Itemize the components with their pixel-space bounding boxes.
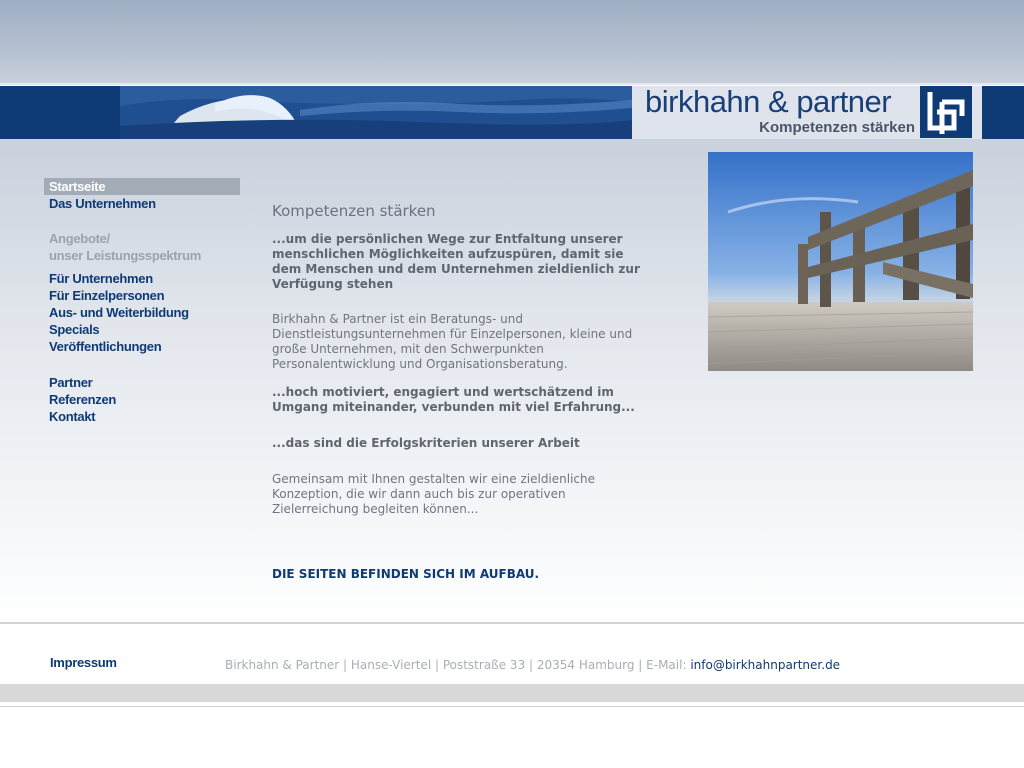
nav-item-referenzen[interactable]: Referenzen	[49, 392, 117, 407]
nav-item-fuer-unternehmen[interactable]: Für Unternehmen	[49, 271, 153, 286]
nav-group-angebote	[44, 230, 240, 264]
body-text-1: Birkhahn & Partner ist ein Beratungs- und Dienstleistungsunternehmen für Einzelpersonen, kleine und große Unternehmen, mit den Schwerpunkten Personalentwicklung und Organisationsberatung.	[272, 312, 633, 371]
nav-item-partner[interactable]: Partner	[49, 375, 93, 390]
ocean-wave-image	[120, 86, 632, 139]
body-text-2: Gemeinsam mit Ihnen gestalten wir eine zieldienliche Konzeption, die wir dann auch bis zur operativen Zielerreichung begleiten können...	[272, 472, 596, 516]
address-text: Birkhahn & Partner | Hanse-Viertel | Poststraße 33 | 20354 Hamburg | E-Mail:	[225, 658, 691, 672]
brand-tagline: Kompetenzen stärken	[759, 119, 915, 136]
impressum-link[interactable]: Impressum	[50, 655, 117, 670]
main-navigation	[44, 178, 240, 212]
banner-right-block	[982, 86, 1024, 139]
footer-separator	[0, 622, 1024, 624]
bp-monogram-logo[interactable]	[920, 86, 972, 138]
nav-item-veroeffentlichungen[interactable]: Veröffentlichungen	[49, 339, 162, 354]
lead-text-2: ...hoch motiviert, engagiert und wertschätzend im Umgang miteinander, verbunden mit viel Erfahrung...	[272, 385, 635, 414]
nav-item-fuer-einzelpersonen[interactable]: Für Einzelpersonen	[49, 288, 165, 303]
wooden-pier-photo	[708, 152, 973, 371]
footer-bar	[0, 684, 1024, 702]
nav-bottom-list	[44, 374, 240, 425]
nav-group-label: Angebote/	[49, 231, 110, 246]
lead-text-1: ...um die persönlichen Wege zur Entfaltung unserer menschlichen Möglichkeiten aufzuspüren, damit sie dem Menschen und dem Unternehmen zieldienlich zur Verfügung stehen	[272, 232, 640, 291]
page-title: Kompetenzen stärken	[272, 202, 436, 220]
footer-bottom-line	[0, 706, 1024, 707]
nav-item-specials[interactable]: Specials	[49, 322, 100, 337]
footer-address	[225, 658, 885, 672]
email-link[interactable]: info@birkhahnpartner.de	[690, 658, 841, 672]
nav-offer-list	[44, 270, 240, 355]
nav-item-kontakt[interactable]: Kontakt	[49, 409, 96, 424]
nav-item-startseite[interactable]: Startseite	[44, 178, 240, 195]
construction-notice: DIE SEITEN BEFINDEN SICH IM AUFBAU.	[272, 567, 540, 581]
nav-item-weiterbildung[interactable]: Aus- und Weiterbildung	[49, 305, 189, 320]
top-band	[0, 0, 1024, 84]
lead-text-3: ...das sind die Erfolgskriterien unserer Arbeit	[272, 436, 580, 450]
brand-name: birkhahn & partner	[645, 84, 892, 119]
nav-item-unternehmen[interactable]: Das Unternehmen	[49, 196, 156, 211]
nav-group-label-2: unser Leistungsspektrum	[49, 248, 202, 263]
